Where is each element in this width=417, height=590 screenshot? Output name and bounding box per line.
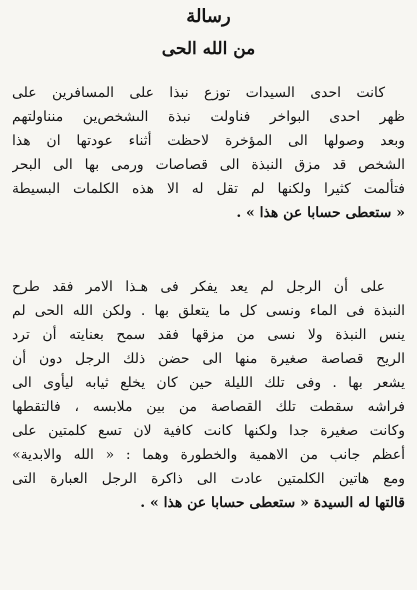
text-line: أعظم جانب من الاهمية والخطورة وهما : « الله والابدية»: [12, 447, 405, 463]
text-line: فتألمت كثيرا ولكنها لم تقل له الا هذه الكلمات البسيطة: [12, 181, 405, 197]
paragraph-1: [12, 81, 405, 225]
text-line: وبعد وصولها الى المؤخرة لاحظت أثناء عودتها ان هذا: [12, 133, 405, 149]
text-line: ينس النبذة ولا نسى من مزقها فقد سمح بعنايته أن ترد: [12, 327, 405, 343]
text-line: « ستعطى حسابا عن هذا » .: [236, 205, 405, 221]
text-line: فراشه سقطت تلك القصاصة من بين ملابسه ، فالتقطها: [12, 399, 405, 415]
text-line: على أن الرجل لم يعد يفكر فى هـذا الامر فقد طرح: [12, 279, 385, 295]
text-line: ظهر احدى البواخر فناولت نبذة الىشخص‌ين منناولتهم: [12, 109, 405, 125]
text-line: ومع هاتين الكلمتين عادت الى ذاكرة الرجل العبارة التى: [12, 471, 405, 487]
text-line: وكانت صغيرة جدا ولكنها كانت كافية لان تسع كلمتين على: [12, 423, 405, 439]
text-line: النبذة فى الماء ونسى كل ما يتعلق بها . ولكن الله الحى لم: [12, 303, 405, 319]
text-line: يشعر بها . وفى تلك الليلة حين كان يخلع ثيابه ليأوى الى: [12, 375, 405, 391]
text-line: قالتها له السيدة « ستعطى حسابا عن هذا » .: [140, 495, 405, 511]
text-line: كانت احدى السيدات توزع نبذا على المسافرين على: [12, 85, 385, 101]
letter-subtitle: من الله الحى: [161, 39, 256, 59]
text-line: الريح قصاصة صغيرة منها الى حضن ذلك الرجل دون أن: [12, 351, 405, 367]
text-line: الشخص قد مزق النبذة الى قصاصات ورمى بها الى البحر: [12, 157, 405, 173]
paragraph-2: [12, 275, 405, 515]
letter-title: رسالة: [186, 6, 231, 27]
